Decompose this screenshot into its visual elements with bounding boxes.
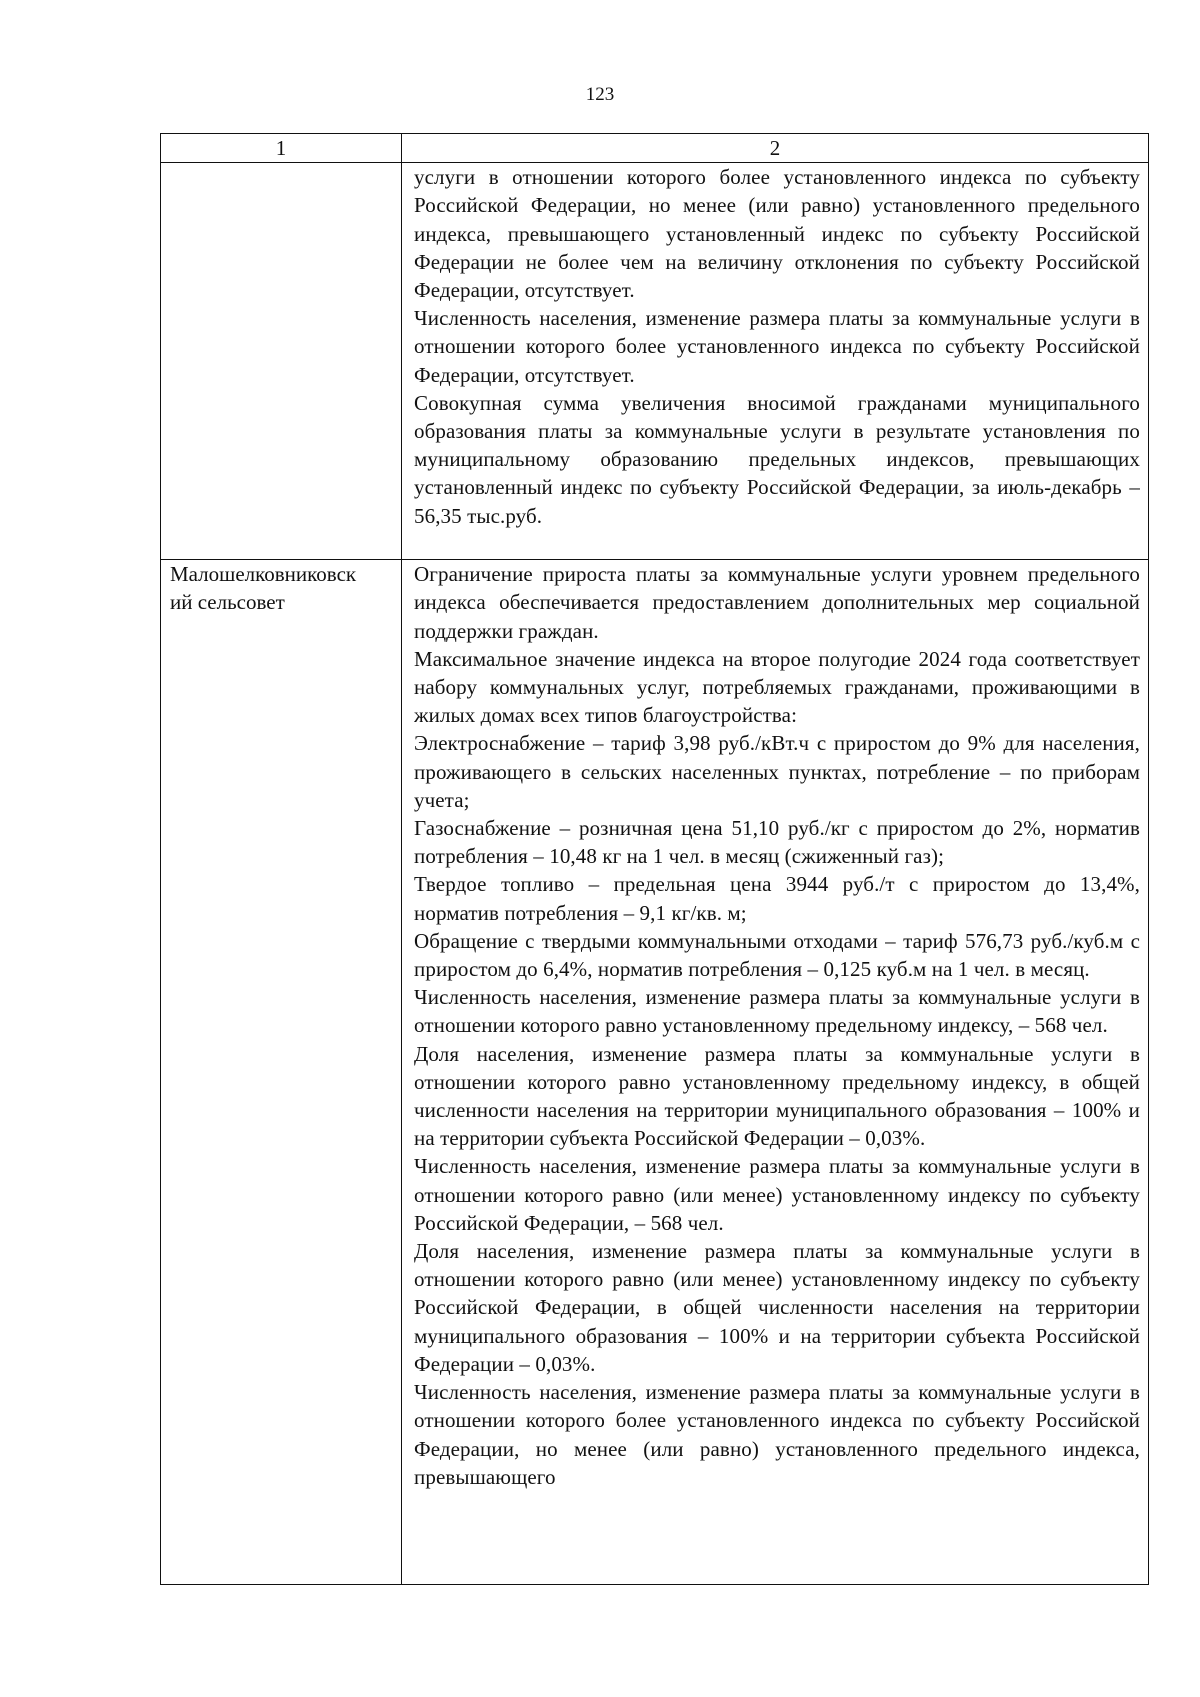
paragraph: Доля населения, изменение размера платы за коммунальные услуги в отношении которого равно (или менее) установленному индексу по субъекту Российской Федерации, в общей численности населения на территории муниципального образования – 100% и на территории субъекта Российской Федерации – 0,03%. xyxy=(414,1239,1140,1376)
paragraph: Газоснабжение – розничная цена 51,10 руб./кг с приростом до 2%, норматив потребления – 10,48 кг на 1 чел. в месяц (сжиженный газ); xyxy=(414,816,1140,869)
page-number: 123 xyxy=(585,84,615,105)
paragraph: Численность населения, изменение размера платы за коммунальные услуги в отношении которого равно установленному предельному индексу, – 568 чел. xyxy=(414,985,1140,1038)
column-header-1: 1 xyxy=(161,134,402,163)
paragraph: услуги в отношении которого более установленного индекса по субъекту Российской Федерации, но менее (или равно) установленного предельного индекса, превышающего установленный индекс по субъекту Российской Федерации не более чем на величину отклонения по субъекту Российской Федерации, отсутствует. xyxy=(414,165,1140,303)
column-header-2: 2 xyxy=(402,134,1149,163)
description-content xyxy=(414,560,1140,1491)
table-row xyxy=(161,560,1149,1585)
paragraph: Численность населения, изменение размера платы за коммунальные услуги в отношении которого равно (или менее) установленному индексу по субъекту Российской Федерации, – 568 чел. xyxy=(414,1154,1140,1235)
data-table xyxy=(160,133,1149,1585)
description-cell xyxy=(402,560,1149,1585)
paragraph: Доля населения, изменение размера платы за коммунальные услуги в отношении которого равно установленному предельному индексу, в общей численности населения на территории муниципального образования – 100% и на территории субъекта Российской Федерации – 0,03%. xyxy=(414,1041,1140,1151)
paragraph: Электроснабжение – тариф 3,98 руб./кВт.ч с приростом до 9% для населения, проживающего в сельских населенных пунктах, потребление – по приборам учета; xyxy=(414,731,1140,812)
paragraph: Численность населения, изменение размера платы за коммунальные услуги в отношении которого более установленного индекса по субъекту Российской Федерации, но менее (или равно) установленного предельного индекса, превышающего xyxy=(414,1380,1140,1489)
table-row xyxy=(161,163,1149,560)
paragraph: Обращение с твердыми коммунальными отходами – тариф 576,73 руб./куб.м с приростом до 6,4%, норматив потребления – 0,125 куб.м на 1 чел. в месяц. xyxy=(414,928,1140,982)
municipality-cell xyxy=(161,560,402,1585)
description-cell xyxy=(402,163,1149,560)
paragraph: Численность населения, изменение размера платы за коммунальные услуги в отношении которого более установленного индекса по субъекту Российской Федерации, отсутствует. xyxy=(414,306,1140,387)
paragraph: Максимальное значение индекса на второе полугодие 2024 года соответствует набору коммунальных услуг, потребляемых гражданами, проживающими в жилых домах всех типов благоустройства: xyxy=(414,646,1140,728)
paragraph: Совокупная сумма увеличения вносимой гражданами муниципального образования платы за коммунальные услуги в результате установления по муниципальному образованию предельных индексов, превышающих установленный индекс по субъекту Российской Федерации, за июль-декабрь – 56,35 тыс.руб. xyxy=(414,390,1140,528)
table-header-row xyxy=(161,134,1149,163)
municipality-cell xyxy=(161,163,402,560)
paragraph: Ограничение прироста платы за коммунальные услуги уровнем предельного индекса обеспечивается предоставлением дополнительных мер социальной поддержки граждан. xyxy=(414,562,1140,643)
municipality-name: Малошелковниковск ий сельсовет xyxy=(170,562,357,615)
paragraph: Твердое топливо – предельная цена 3944 руб./т с приростом до 13,4%, норматив потребления – 9,1 кг/кв. м; xyxy=(414,872,1140,925)
